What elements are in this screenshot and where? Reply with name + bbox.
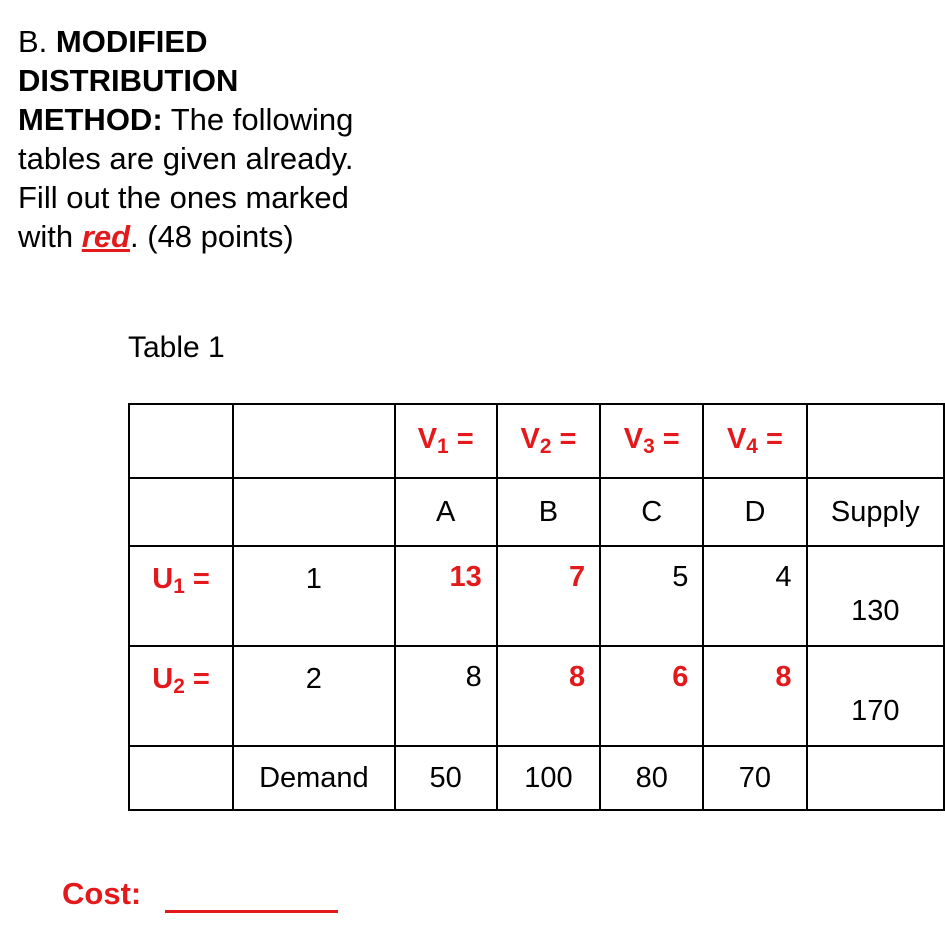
supply-cell [807, 646, 944, 746]
cost-cell[interactable] [600, 646, 703, 746]
v1-cell[interactable]: $V_1$ = [395, 404, 497, 478]
column-header-row [129, 478, 944, 546]
points-text: . (48 points) [130, 219, 294, 254]
section-letter: B. [18, 24, 48, 59]
cost-cell [703, 546, 806, 646]
cost-cell[interactable] [497, 646, 600, 746]
v-header-row [129, 404, 944, 478]
demand-value: 70 [703, 746, 806, 810]
source-label: 1 [233, 546, 394, 646]
demand-value: 100 [497, 746, 600, 810]
red-word: red [81, 219, 131, 254]
supply-header: Supply [807, 478, 944, 546]
cost-label: Cost: [62, 876, 142, 911]
cost-cell[interactable] [395, 546, 497, 646]
supply-cell [807, 546, 944, 646]
corner-cell [129, 404, 233, 478]
column-header-a: A [395, 478, 497, 546]
supply-value: 130 [851, 595, 900, 627]
demand-label: Demand [233, 746, 394, 810]
demand-row [129, 746, 944, 810]
cost-value: 7 [569, 561, 586, 593]
u2-cell[interactable]: $U_2$ = [129, 646, 233, 746]
cost-value: 8 [775, 661, 792, 693]
demand-value: 80 [600, 746, 703, 810]
v3-cell[interactable]: $V_3$ = [600, 404, 703, 478]
transportation-table [128, 403, 945, 811]
instructions-text: The following tables are given already. Fill out the ones marked with [18, 102, 354, 254]
v2-cell[interactable]: $V_2$ = [497, 404, 600, 478]
table-row [129, 546, 944, 646]
column-header-d: D [703, 478, 806, 546]
table-row [129, 646, 944, 746]
cost-cell [395, 646, 497, 746]
section-title: MODIFIED DISTRIBUTION METHOD: [18, 24, 239, 137]
u1-cell[interactable]: $U_1$ = [129, 546, 233, 646]
cost-cell[interactable] [497, 546, 600, 646]
cost-value: 8 [465, 661, 482, 693]
table-caption: Table 1 [128, 331, 225, 364]
cost-cell[interactable] [703, 646, 806, 746]
cost-value: 6 [672, 661, 689, 693]
v4-cell[interactable]: $V_4$ = [703, 404, 806, 478]
cost-value: 5 [672, 561, 689, 593]
cost-value: 4 [775, 561, 792, 593]
cost-cell [600, 546, 703, 646]
column-header-c: C [600, 478, 703, 546]
instructions [18, 22, 378, 256]
supply-value: 170 [851, 695, 900, 727]
source-header-cell [233, 404, 394, 478]
column-header-b: B [497, 478, 600, 546]
cost-value: 8 [569, 661, 586, 693]
cost-answer-blank[interactable] [165, 910, 338, 913]
demand-value: 50 [395, 746, 497, 810]
cost-value: 13 [449, 561, 482, 593]
supply-header-blank [807, 404, 944, 478]
source-label: 2 [233, 646, 394, 746]
